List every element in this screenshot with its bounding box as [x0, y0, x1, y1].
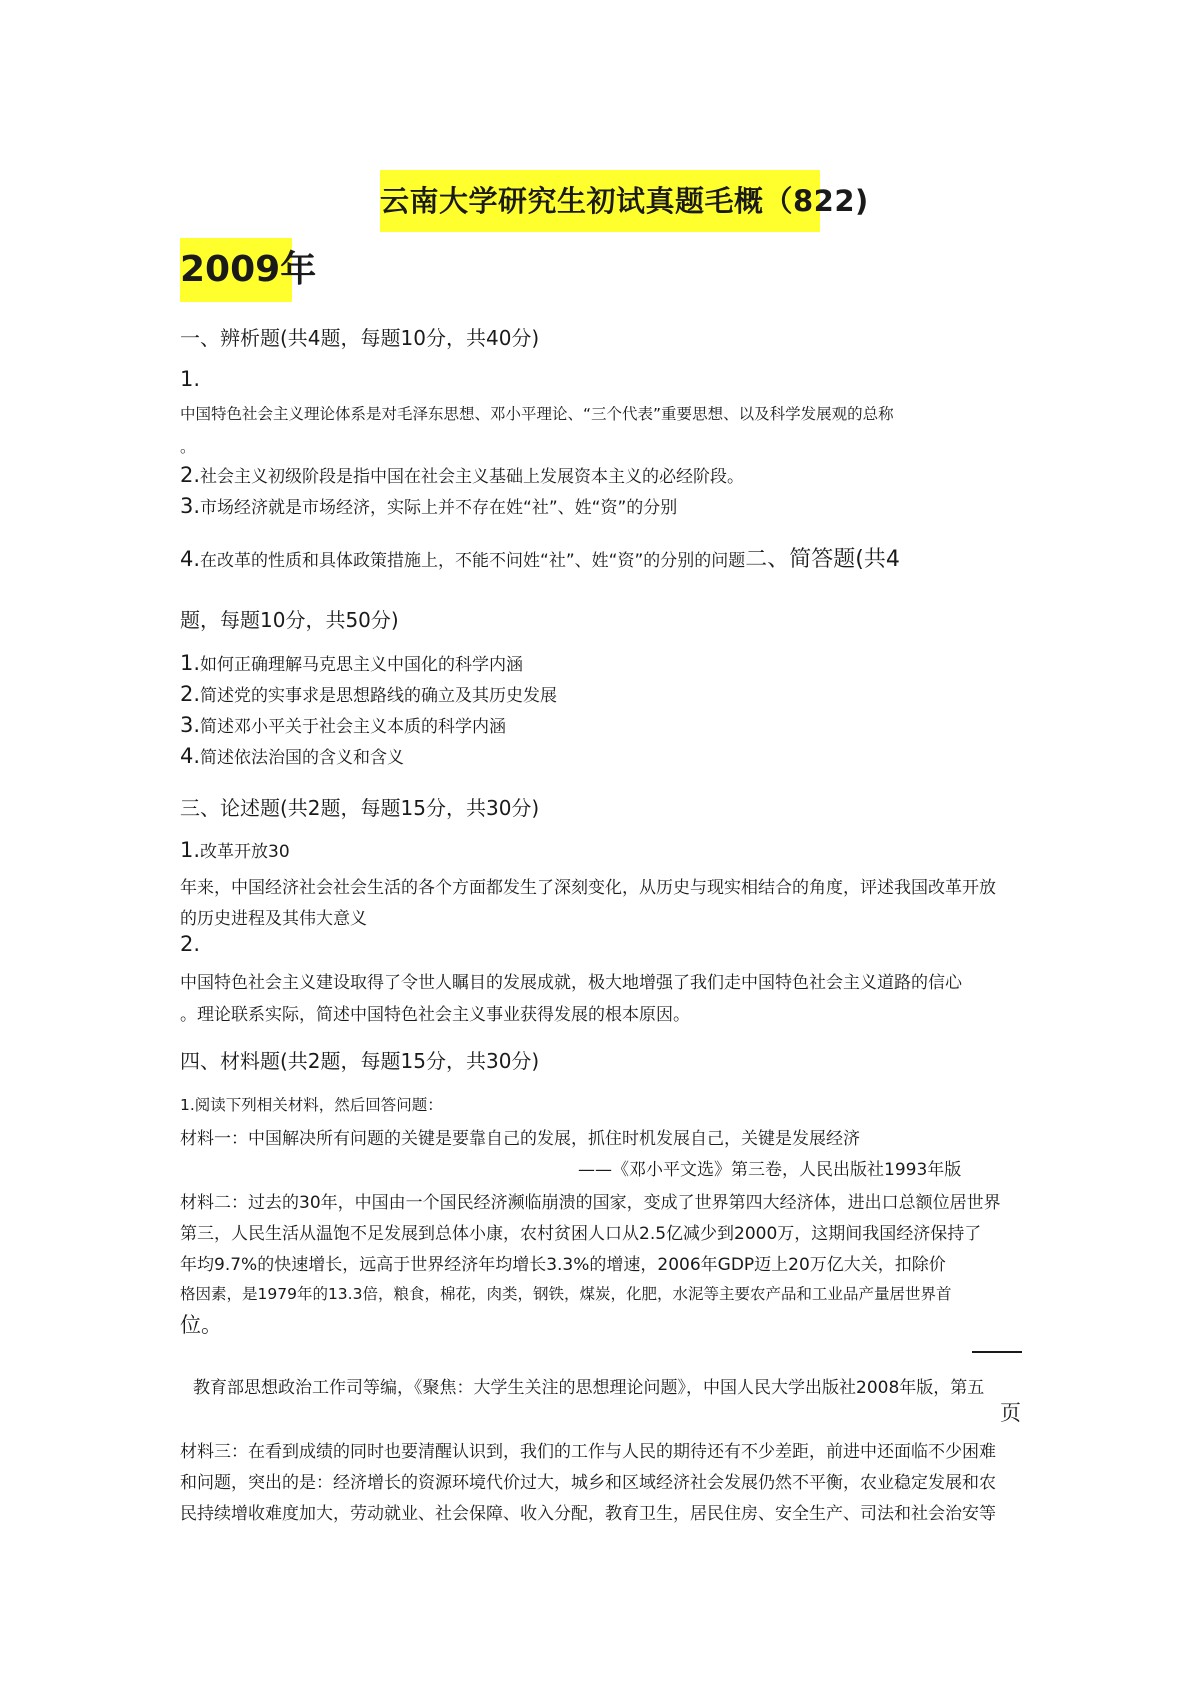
source-dash-line — [972, 1351, 1022, 1353]
s1-q2 — [180, 462, 744, 487]
s2-q4-text: 简述依法治国的含义和含义 — [200, 748, 405, 768]
section2-heading-part2: 题，每题10分，共50分) — [180, 608, 399, 632]
s2-q4-number: 4. — [180, 744, 201, 768]
s3-q2-number: 2. — [180, 932, 201, 956]
section2-heading-part1: 二、简答题(共4 — [745, 547, 900, 572]
s3-q1-head — [180, 837, 290, 862]
s1-q4 — [180, 542, 900, 573]
s4-material2-source-end: 页 — [1000, 1401, 1021, 1425]
document-title: 云南大学研究生初试真题毛概（822) — [380, 170, 820, 232]
s1-q3 — [180, 493, 677, 518]
s2-q3-text: 简述邓小平关于社会主义本质的科学内涵 — [200, 717, 507, 737]
section4-heading: 四、材料题(共2题，每题15分，共30分) — [180, 1049, 540, 1073]
s2-q3-number: 3. — [180, 713, 201, 737]
s2-q4 — [180, 743, 404, 768]
s4-material2-line4: 格因素，是1979年的13.3倍，粮食，棉花，肉类，钢铁，煤炭，化肥，水泥等主要农产品和工业品产量居世界首 — [180, 1285, 952, 1303]
s1-q2-number: 2. — [180, 463, 201, 487]
s4-material1: 材料一：中国解决所有问题的关键是要靠自己的发展，抓住时机发展自己，关键是发展经济 — [180, 1129, 860, 1149]
s3-q1-text-line1: 年来，中国经济社会社会生活的各个方面都发生了深刻变化，从历史与现实相结合的角度，评述我国改革开放 — [180, 878, 996, 898]
s3-q1-head-text: 改革开放30 — [200, 842, 290, 862]
s1-q1-number: 1. — [180, 367, 201, 391]
s2-q1-number: 1. — [180, 651, 201, 675]
s2-q2 — [180, 681, 557, 706]
s2-q2-text: 简述党的实事求是思想路线的确立及其历史发展 — [200, 686, 558, 706]
s4-intro: 1.阅读下列相关材料，然后回答问题： — [180, 1096, 443, 1114]
s1-q2-text: 社会主义初级阶段是指中国在社会主义基础上发展资本主义的必经阶段。 — [200, 467, 745, 487]
s1-q1-text-line1: 中国特色社会主义理论体系是对毛泽东思想、邓小平理论、“三个代表”重要思想、以及科学发展观的总称 — [180, 405, 894, 423]
s1-q1-text-line2: 。 — [180, 438, 196, 456]
s2-q2-number: 2. — [180, 682, 201, 706]
s4-material2-line1: 材料二：过去的30年，中国由一个国民经济濒临崩溃的国家，变成了世界第四大经济体，进出口总额位居世界 — [180, 1193, 1001, 1213]
s4-material2-line2: 第三，人民生活从温饱不足发展到总体小康，农村贫困人口从2.5亿减少到2000万，这期间我国经济保持了 — [180, 1224, 982, 1244]
section3-heading: 三、论述题(共2题，每题15分，共30分) — [180, 796, 540, 820]
section1-heading: 一、辨析题(共4题，每题10分，共40分) — [180, 326, 540, 350]
s3-q2-text-line1: 中国特色社会主义建设取得了令世人瞩目的发展成就，极大地增强了我们走中国特色社会主义道路的信心 — [180, 973, 962, 993]
s3-q2-text-line2: 。理论联系实际，简述中国特色社会主义事业获得发展的根本原因。 — [180, 1005, 690, 1025]
s2-q3 — [180, 712, 506, 737]
s2-q1-text: 如何正确理解马克思主义中国化的科学内涵 — [200, 655, 524, 675]
s4-material3-line3: 民持续增收难度加大，劳动就业、社会保障、收入分配，教育卫生，居民住房、安全生产、司法和社会治安等 — [180, 1504, 996, 1524]
s1-q3-number: 3. — [180, 494, 201, 518]
s3-q1-number: 1. — [180, 838, 201, 862]
s4-material2-line3: 年均9.7%的快速增长，远高于世界经济年均增长3.3%的增速，2006年GDP迈上20万亿大关，扣除价 — [180, 1255, 946, 1275]
s4-material3-line1: 材料三：在看到成绩的同时也要清醒认识到，我们的工作与人民的期待还有不少差距，前进中还面临不少困难 — [180, 1442, 996, 1462]
s2-q1 — [180, 650, 523, 675]
s1-q4-number: 4. — [180, 547, 201, 571]
s4-material2-source: 教育部思想政治工作司等编，《聚焦：大学生关注的思想理论问题》，中国人民大学出版社2008年版，第五 — [193, 1378, 985, 1398]
s3-q1-text-line2: 的历史进程及其伟大意义 — [180, 909, 367, 929]
s4-material3-line2: 和问题，突出的是：经济增长的资源环境代价过大，城乡和区域经济社会发展仍然不平衡，农业稳定发展和农 — [180, 1473, 996, 1493]
s1-q4-text: 在改革的性质和具体政策措施上，不能不问姓“社”、姓“资”的分别的问题 — [200, 551, 746, 571]
s4-material1-source: ——《邓小平文选》第三卷，人民出版社1993年版 — [578, 1160, 962, 1180]
exam-year: 2009年 — [180, 238, 292, 302]
s1-q3-text: 市场经济就是市场经济，实际上并不存在姓“社”、姓“资”的分别 — [200, 498, 678, 518]
s4-material2-line5: 位。 — [180, 1313, 222, 1337]
